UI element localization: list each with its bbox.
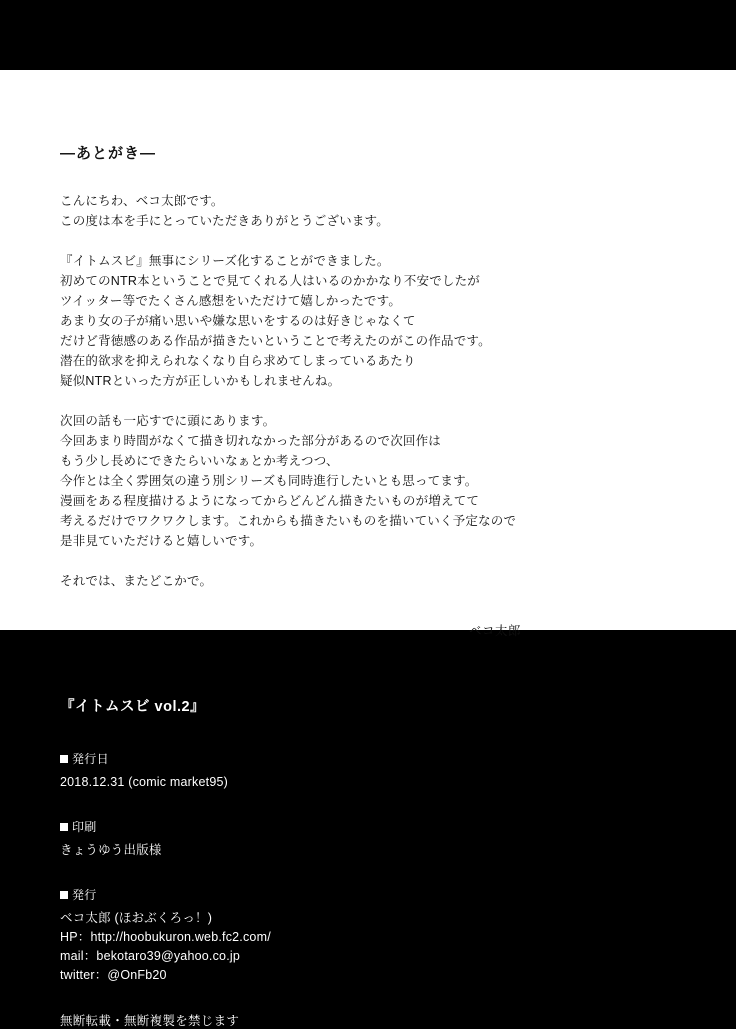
afterword-panel (0, 70, 736, 638)
colophon-block-printing (60, 818, 660, 860)
afterword-line: この度は本を手にとっていただきありがとうございます。 (60, 214, 389, 228)
colophon-value: きょうゆう出版様 (60, 843, 162, 857)
colophon-heading-label: 発行日 (72, 752, 109, 766)
afterword-line: 今作とは全く雰囲気の違う別シリーズも同時進行したいとも思ってます。 (60, 474, 478, 488)
afterword-line: もう少し長めにできたらいいなぁとか考えつつ、 (60, 454, 339, 468)
square-bullet-icon (60, 823, 68, 831)
afterword-line: 『イトムスビ』無事にシリーズ化することができました。 (60, 254, 390, 268)
colophon-website[interactable]: HP：http://hoobukuron.web.fc2.com/ (60, 930, 271, 944)
square-bullet-icon (60, 755, 68, 763)
colophon-block-heading (60, 750, 660, 767)
afterword-paragraph (60, 571, 696, 591)
colophon-heading-label: 発行 (72, 888, 97, 902)
copyright-notice: 無断転載・無断複製を禁じます (60, 1014, 240, 1028)
colophon-value: ベコ太郎 (ほおぶくろっ！) (60, 911, 213, 925)
afterword-line: ツイッター等でたくさん感想をいただけて嬉しかったです。 (60, 294, 402, 308)
colophon-title: 『イトムスビ vol.2』 (60, 699, 206, 715)
colophon-block-publisher (60, 886, 660, 985)
afterword-line: 次回の話も一応すでに頭にあります。 (60, 414, 276, 428)
author-signature: ベコ太郎 (468, 624, 521, 638)
colophon-value: 2018.12.31 (comic market95) (60, 775, 228, 789)
afterword-line: 疑似NTRといった方が正しいかもしれませんね。 (60, 374, 341, 388)
colophon-twitter[interactable]: twitter：@OnFb20 (60, 968, 167, 982)
colophon-block-heading (60, 886, 660, 903)
square-bullet-icon (60, 891, 68, 899)
colophon-block-heading (60, 818, 660, 835)
afterword-line: だけど背徳感のある作品が描きたいということで考えたのがこの作品です。 (60, 334, 491, 348)
afterword-paragraph (60, 191, 696, 231)
colophon-block-publication-date (60, 750, 660, 792)
afterword-line: こんにちわ、ベコ太郎です。 (60, 194, 224, 208)
colophon (60, 695, 660, 1029)
afterword-paragraph (60, 411, 696, 551)
afterword-line: あまり女の子が痛い思いや嫌な思いをするのは好きじゃなくて (60, 314, 416, 328)
afterword-line: それでは、またどこかで。 (60, 574, 213, 588)
afterword-line: 考えるだけでワクワクします。これからも描きたいものを描いていく予定なので (60, 514, 517, 528)
colophon-email[interactable]: mail：bekotaro39@yahoo.co.jp (60, 949, 240, 963)
afterword-line: 初めてのNTR本ということで見てくれる人はいるのかかなり不安でしたが (60, 274, 480, 288)
afterword-title: ―あとがき― (60, 145, 157, 162)
afterword-content (60, 142, 696, 639)
afterword-line: 潜在的欲求を抑えられなくなり自ら求めてしまっているあたり (60, 354, 416, 368)
colophon-heading-label: 印刷 (72, 820, 97, 834)
afterword-line: 漫画をある程度描けるようになってからどんどん描きたいものが増えてて (60, 494, 480, 508)
afterword-line: 今回あまり時間がなくて描き切れなかった部分があるので次回作は (60, 434, 442, 448)
afterword-paragraph (60, 251, 696, 391)
afterword-line: 是非見ていただけると嬉しいです。 (60, 534, 263, 548)
